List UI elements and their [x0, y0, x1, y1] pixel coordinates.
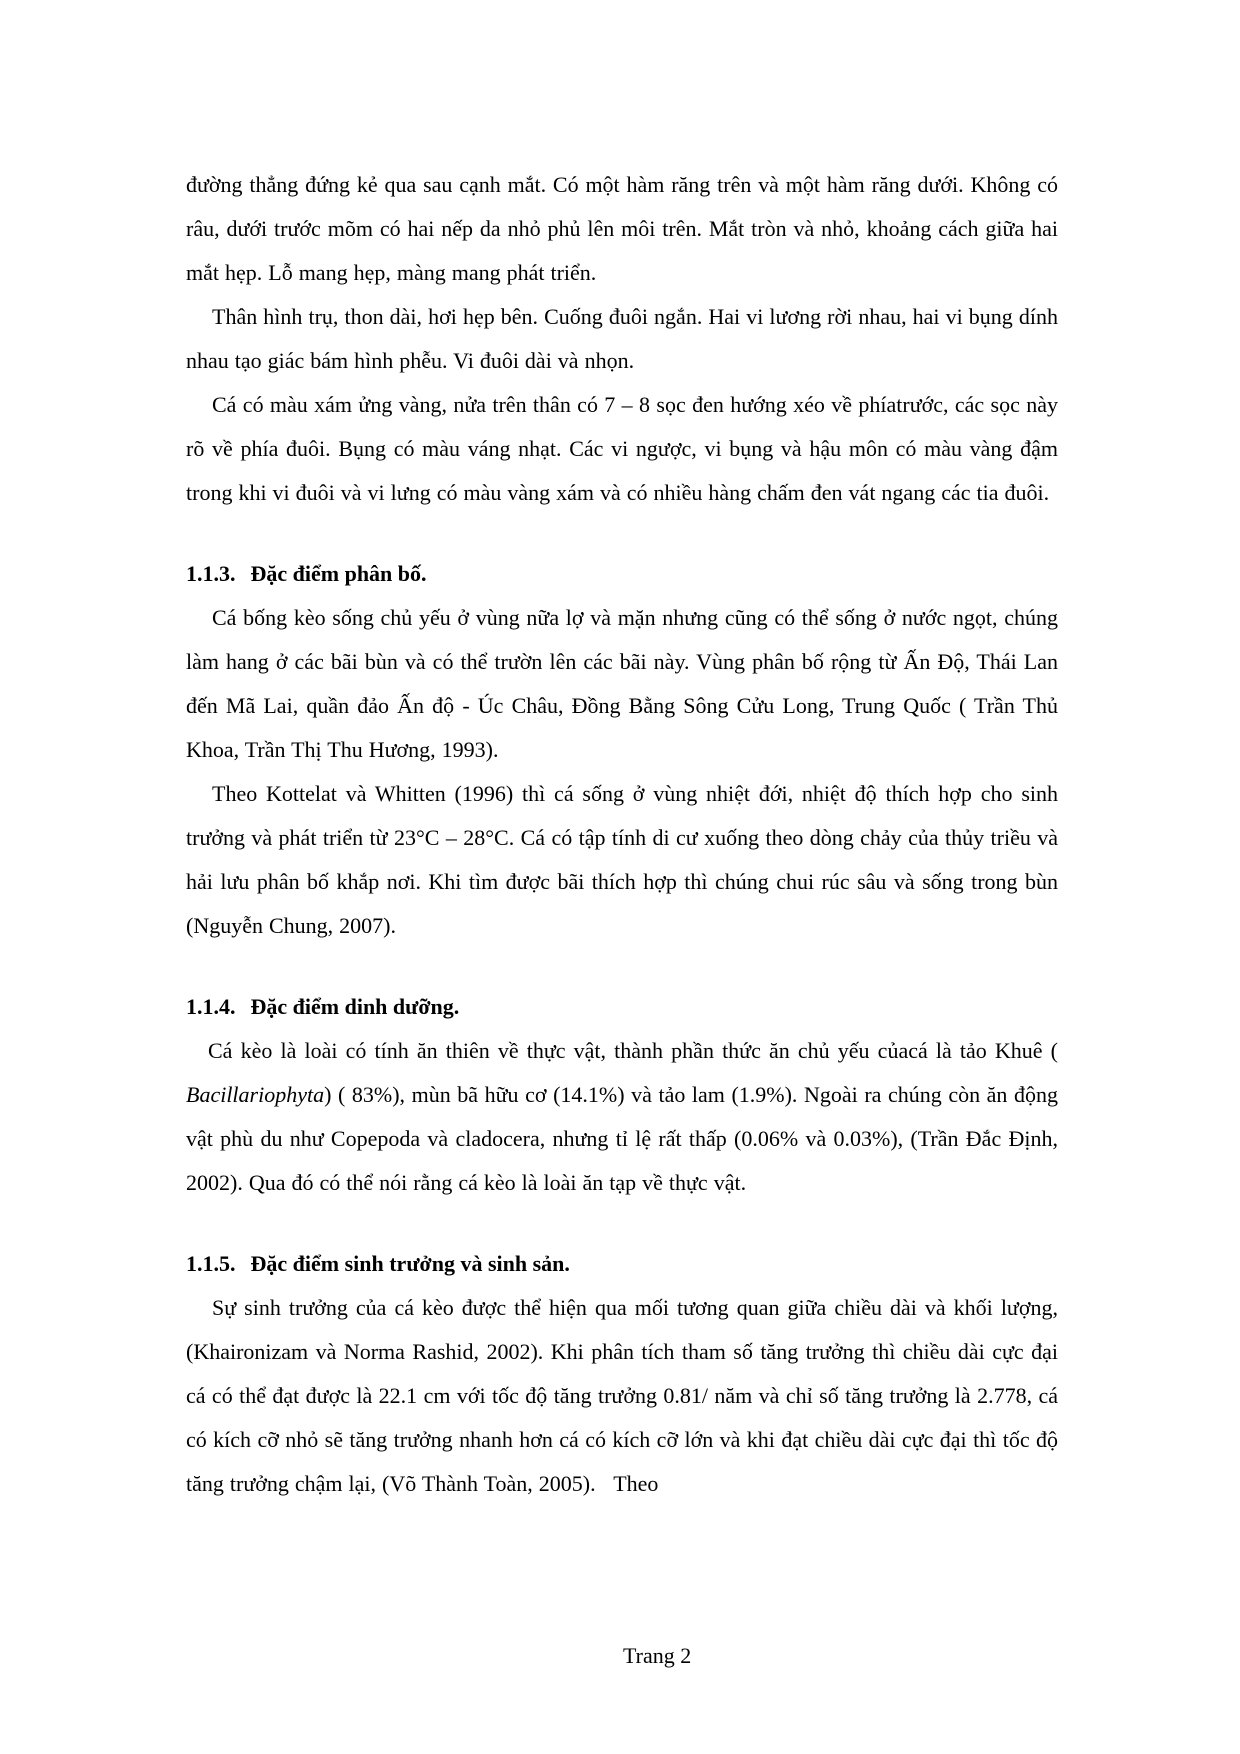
section-number: 1.1.5. — [186, 1251, 236, 1276]
section-heading-1-1-3 — [186, 552, 1058, 596]
section-title: Đặc điểm sinh trưởng và sinh sản. — [250, 1251, 570, 1276]
section-heading-1-1-5 — [186, 1242, 1058, 1286]
paragraph-growth-reproduction: Sự sinh trưởng của cá kèo được thể hiện qua mối tương quan giữa chiều dài và khối lượng, (Khaironizam và Norma Rashid, 2002). Khi phân tích tham số tăng trưởng thì chiều dài cực đại cá có thể đạt được là 22.1 cm với tốc độ tăng trưởng 0.81/ năm và chỉ số tăng trưởng là 2.778, cá có kích cỡ nhỏ sẽ tăng trưởng nhanh hơn cá có kích cỡ lớn và khi đạt chiều dài cực đại thì tốc độ tăng trưởng chậm lại, (Võ Thành Toàn, 2005). Theo — [186, 1295, 1058, 1496]
section-title: Đặc điểm phân bố. — [250, 561, 427, 586]
nutrition-text-end: ) ( 83%), mùn bã hữu cơ (14.1%) và tảo lam (1.9%). Ngoài ra chúng còn ăn động vật phù du như Copepoda và cladocera, nhưng tỉ lệ rất thấp (0.06% và 0.03%), (Trần Đắc Định, 2002). Qua đó có thể nói rằng cá kèo là loài ăn tạp về thực vật. — [186, 1082, 1058, 1195]
section-number: 1.1.4. — [186, 994, 236, 1019]
paragraph-nutrition — [186, 1029, 1058, 1205]
section-heading-1-1-4 — [186, 985, 1058, 1029]
section-title: Đặc điểm dinh dưỡng. — [250, 994, 460, 1019]
paragraph-distribution-1: Cá bống kèo sống chủ yếu ở vùng nữa lợ và mặn nhưng cũng có thể sống ở nước ngọt, chúng làm hang ở các bãi bùn và có thể trườn lên các bãi này. Vùng phân bố rộng từ Ấn Độ, Thái Lan đến Mã Lai, quần đảo Ấn độ - Úc Châu, Đồng Bằng Sông Cửu Long, Trung Quốc ( Trần Thủ Khoa, Trần Thị Thu Hương, 1993). — [186, 605, 1058, 762]
page-body-text — [186, 163, 1058, 1506]
paragraph-distribution-2: Theo Kottelat và Whitten (1996) thì cá sống ở vùng nhiệt đới, nhiệt độ thích hợp cho sinh trưởng và phát triển từ 23°C – 28°C. Cá có tập tính di cư xuống theo dòng chảy của thủy triều và hải lưu phân bố khắp nơi. Khi tìm được bãi thích hợp thì chúng chui rúc sâu và sống trong bùn (Nguyễn Chung, 2007). — [186, 781, 1058, 938]
paragraph-body-shape: Thân hình trụ, thon dài, hơi hẹp bên. Cuống đuôi ngắn. Hai vi lương rời nhau, hai vi bụng dính nhau tạo giác bám hình phễu. Vi đuôi dài và nhọn. — [186, 304, 1058, 373]
page-number: Trang 2 — [623, 1643, 692, 1668]
species-latin-name: Bacillariophyta — [186, 1082, 325, 1107]
paragraph-coloration: Cá có màu xám ửng vàng, nửa trên thân có 7 – 8 sọc đen hướng xéo về phíatrước, các sọc này rõ về phía đuôi. Bụng có màu váng nhạt. Các vi ngược, vi bụng và hậu môn có màu vàng đậm trong khi vi đuôi và vi lưng có màu vàng xám và có nhiều hàng chấm đen vát ngang các tia đuôi. — [186, 392, 1058, 505]
paragraph-morphology-continued: đường thẳng đứng kẻ qua sau cạnh mắt. Có một hàm răng trên và một hàm răng dưới. Không có râu, dưới trước mõm có hai nếp da nhỏ phủ lên môi trên. Mắt tròn và nhỏ, khoảng cách giữa hai mắt hẹp. Lỗ mang hẹp, màng mang phát triển. — [186, 172, 1058, 285]
nutrition-text-start: Cá kèo là loài có tính ăn thiên về thực vật, thành phần thức ăn chủ yếu củacá là tảo Khuê ( — [208, 1038, 1058, 1063]
section-number: 1.1.3. — [186, 561, 236, 586]
